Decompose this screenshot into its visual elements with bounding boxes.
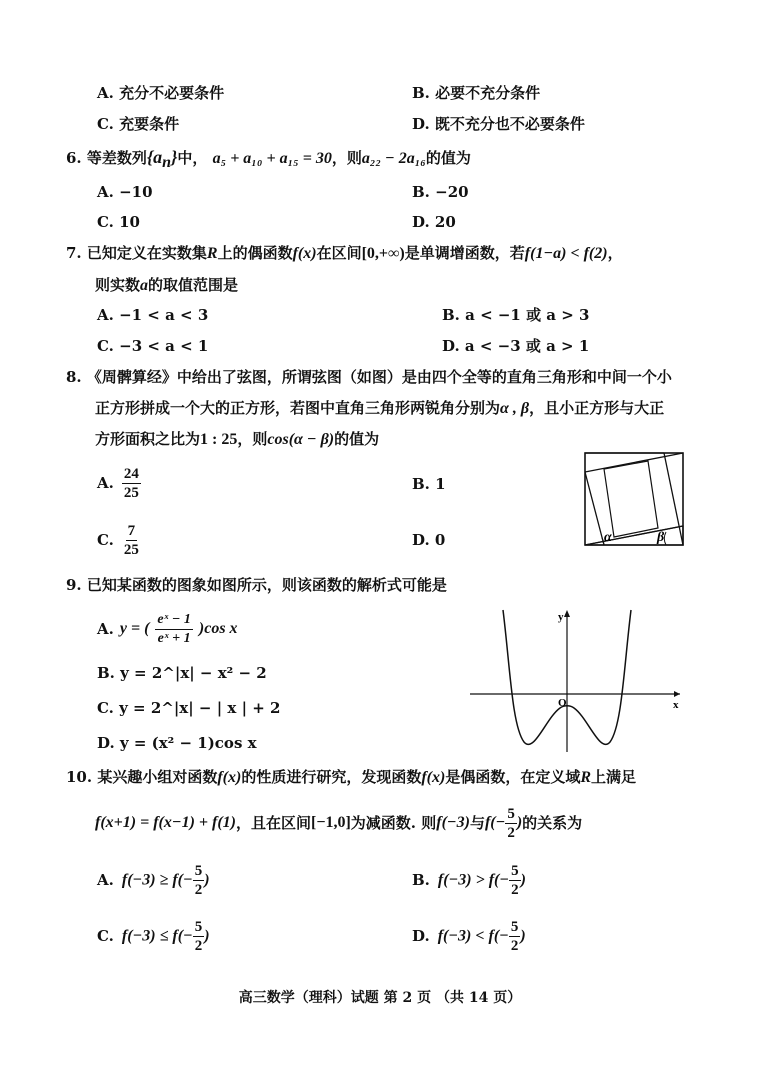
q5-option-b: B. 必要不充分条件	[412, 84, 541, 102]
q8-stem-line1: 8. 《周髀算经》中给出了弦图，所谓弦图（如图）是由四个全等的直角三角形和中间一个小	[66, 368, 672, 386]
q10-option-a: A. f(−3) ≥ f(− $\frac{5}{2}$ )	[97, 862, 210, 898]
figure-label-beta: β	[657, 530, 665, 545]
outer-square	[585, 453, 683, 545]
q5-option-d: D. 既不充分也不必要条件	[412, 115, 585, 133]
q7-option-d: D. a < −3 或 a > 1	[442, 337, 590, 355]
q7-option-a: A. −1 < a < 3	[97, 306, 209, 324]
q10-option-b: B. f(−3) > f(− $\frac{5}{2}$ )	[412, 862, 526, 898]
q8-option-c: C. 7 25	[97, 522, 139, 558]
q8-option-a: A. 24 25	[97, 465, 139, 501]
q10-stem-line1: 10. 某兴趣小组对函数f(x)的性质进行研究，发现函数f(x)是偶函数，在定义域R上满足	[66, 768, 637, 786]
q6-option-d: D. 20	[412, 213, 456, 231]
function-graph-figure	[466, 606, 684, 754]
xian-diagram-figure	[584, 452, 684, 546]
q7-stem-line1: 7. 已知定义在实数集R上的偶函数f(x)在区间[0,+∞)是单调增函数，若f(1−a) < f(2)，	[66, 244, 623, 262]
y-axis-label: y	[558, 611, 564, 623]
q6-option-a: A. −10	[97, 183, 153, 201]
q8-option-b: B. 1	[412, 475, 446, 493]
inner-square	[604, 461, 658, 537]
q8-stem-line3: 方形面积之比为1 : 25，则cos(α − β)的值为	[95, 430, 380, 448]
q8-option-d: D. 0	[412, 531, 446, 549]
q7-stem-line2: 则实数a的取值范围是	[95, 276, 239, 294]
q9-option-c: C. y = 2^|x| − | x | + 2	[97, 699, 281, 717]
q10-stem-line2: f(x+1) = f(x−1) + f(1) ，且在区间 [−1,0] 为减函数. 则 f(−3) 与 f(− $\frac{5}{2}$ ) 的关系为	[95, 805, 583, 841]
triangle-left	[585, 472, 604, 545]
origin-label: O	[558, 697, 567, 709]
q9-option-b: B. y = 2^|x| − x² − 2	[97, 664, 267, 682]
triangle-right	[664, 453, 683, 545]
q10-option-c: C. f(−3) ≤ f(− $\frac{5}{2}$ )	[97, 918, 210, 954]
q7-option-b: B. a < −1 或 a > 3	[442, 306, 590, 324]
q9-option-d: D. y = (x² − 1)cos x	[97, 734, 257, 752]
q5-option-c: C. 充要条件	[97, 115, 180, 133]
q6-option-b: B. −20	[412, 183, 469, 201]
q9-stem: 9. 已知某函数的图象如图所示，则该函数的解析式可能是	[66, 576, 447, 594]
q6-option-c: C. 10	[97, 213, 140, 231]
q5-option-a: A. 充分不必要条件	[97, 84, 225, 102]
q7-option-c: C. −3 < a < 1	[97, 337, 209, 355]
figure-label-alpha: α	[604, 530, 612, 545]
q8-stem-line2: 正方形拼成一个大的正方形，若图中直角三角形两锐角分别为α , β，且小正方形与大正	[95, 399, 665, 417]
page-footer: 高三数学（理科）试题 第 2 页 （共 14 页）	[238, 990, 522, 1006]
q10-option-d: D. f(−3) < f(− $\frac{5}{2}$ )	[412, 918, 526, 954]
q6-stem: 6. 等差数列$\{a_n\}$中， a₅ + a₁₀ + a₁₅ = 30，则a₂₂ − 2a₁₆的值为	[66, 147, 471, 171]
triangle-top	[585, 453, 683, 472]
q9-option-a: A. y = ( eˣ − 1 eˣ + 1 )cos x	[97, 611, 238, 646]
x-axis-label: x	[673, 699, 679, 711]
